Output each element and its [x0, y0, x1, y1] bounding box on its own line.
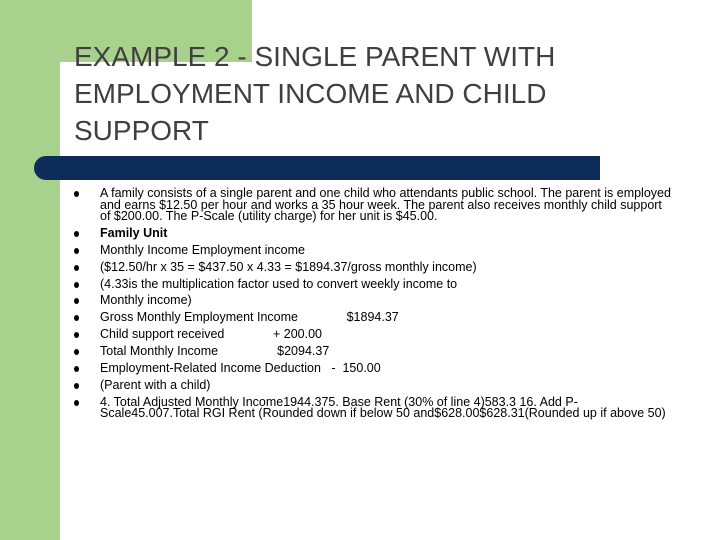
- list-item: [74, 377, 674, 392]
- list-item: [74, 329, 674, 341]
- bullet-icon: [74, 191, 79, 197]
- list-item: [74, 346, 674, 358]
- list-item-text: Monthly Income Employment income: [100, 242, 305, 257]
- list-item: [74, 276, 674, 291]
- list-item-text: Gross Monthly Employment Income $1894.37: [100, 310, 399, 325]
- slide-title: EXAMPLE 2 - SINGLE PARENT WITH EMPLOYMENT INCOME AND CHILD SUPPORT: [74, 41, 556, 146]
- title-divider-bar: [34, 156, 600, 180]
- list-item: [74, 394, 674, 421]
- bullet-icon: [74, 248, 79, 254]
- bullet-icon: [74, 366, 79, 372]
- list-item: [74, 259, 674, 274]
- bullet-list: [74, 188, 674, 425]
- bullet-icon: [74, 400, 79, 406]
- list-item-text: Monthly income): [100, 293, 192, 308]
- list-item-text: 4. Total Adjusted Monthly Income1944.375. Base Rent (30% of line 4)583.3 16. Add P-Scale45.007.Total RGI Rent (Rounded down if below 50 and$628.00$628.31(Rounded up if above 50): [100, 394, 666, 421]
- bullet-icon: [74, 231, 79, 237]
- bullet-icon: [74, 332, 79, 338]
- list-item-text: Employment-Related Income Deduction - 150.00: [100, 361, 381, 376]
- list-item: [74, 225, 674, 240]
- bullet-icon: [74, 383, 79, 389]
- list-item: [74, 363, 674, 375]
- list-item: [74, 188, 674, 223]
- bullet-icon: [74, 265, 79, 271]
- list-item-text: ($12.50/hr x 35 = $437.50 x 4.33 = $1894.37/gross monthly income): [100, 259, 477, 274]
- list-item-text: A family consists of a single parent and one child who attendants public school. The parent is employed and earns $12.50 per hour and works a 35 hour week. The parent also receives monthly child support of $200.00. The P-Scale (utility charge) for her unit is $45.00.: [100, 186, 671, 223]
- list-item-text: (Parent with a child): [100, 377, 211, 392]
- list-item: [74, 242, 674, 257]
- list-item: [74, 312, 674, 324]
- list-item-text: Child support received + 200.00: [100, 327, 322, 342]
- list-item: [74, 295, 674, 307]
- bullet-icon: [74, 298, 79, 304]
- list-item-text: Family Unit: [100, 225, 168, 240]
- list-item-text: Total Monthly Income $2094.37: [100, 344, 330, 359]
- list-item-text: (4.33is the multiplication factor used to convert weekly income to: [100, 276, 458, 291]
- bullet-icon: [74, 282, 79, 288]
- bullet-icon: [74, 349, 79, 355]
- bullet-icon: [74, 315, 79, 321]
- left-accent-bar: [0, 0, 60, 540]
